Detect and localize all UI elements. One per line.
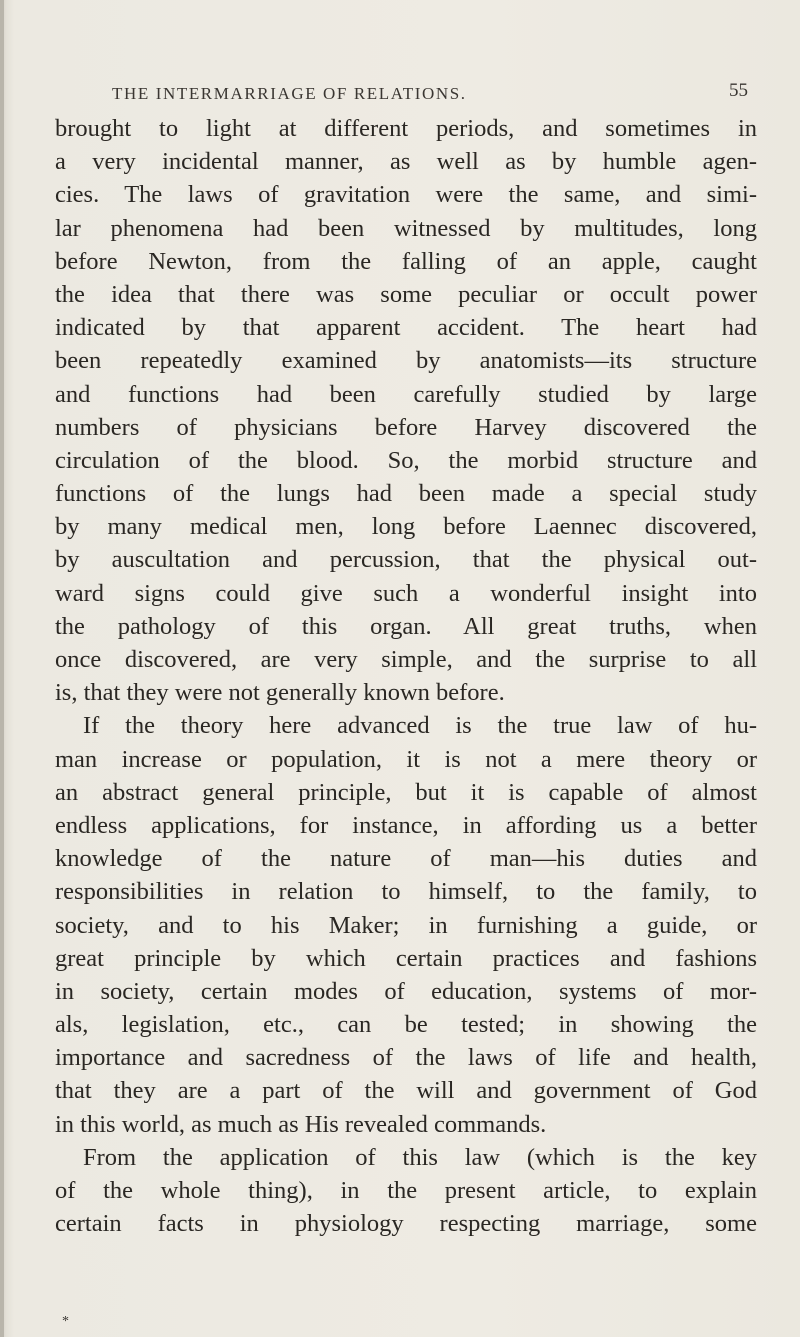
text-line: by many medical men, long before Laennec discovered, <box>55 513 757 541</box>
text-line: responsibilities in relation to himself, to the family, to <box>55 878 757 906</box>
text-line: man increase or population, it is not a mere theory or <box>55 745 757 773</box>
text-line: circulation of the blood. So, the morbid structure and <box>55 446 757 474</box>
text-line: a very incidental manner, as well as by humble agen- <box>55 148 757 176</box>
text-line-paragraph-start: From the application of this law (which is the key <box>83 1143 757 1171</box>
text-line: importance and sacredness of the laws of life and health, <box>55 1044 757 1072</box>
page-number: 55 <box>729 80 748 101</box>
text-line: knowledge of the nature of man—his duties and <box>55 845 757 873</box>
text-line: endless applications, for instance, in affording us a better <box>55 811 757 839</box>
text-line: an abstract general principle, but it is capable of almost <box>55 778 757 806</box>
text-line: brought to light at different periods, and sometimes in <box>55 115 757 142</box>
text-line: been repeatedly examined by anatomists—its structure <box>55 347 757 375</box>
text-line: and functions had been carefully studied by large <box>55 380 757 408</box>
text-line-paragraph-end: in this world, as much as His revealed commands. <box>55 1110 547 1138</box>
text-line: before Newton, from the falling of an apple, caught <box>55 247 757 275</box>
text-line: the idea that there was some peculiar or occult power <box>55 280 757 308</box>
text-line: of the whole thing), in the present article, to explain <box>55 1177 757 1204</box>
text-line: als, legislation, etc., can be tested; in showing the <box>55 1011 757 1039</box>
text-line: great principle by which certain practices and fashions <box>55 944 757 972</box>
text-line: by auscultation and percussion, that the physical out- <box>55 546 757 574</box>
text-line: society, and to his Maker; in furnishing a guide, or <box>55 911 757 939</box>
page-binding-edge <box>0 0 4 1337</box>
text-line-paragraph-start: If the theory here advanced is the true law of hu- <box>83 712 757 740</box>
text-line: lar phenomena had been witnessed by multitudes, long <box>55 214 757 242</box>
text-line: in society, certain modes of education, systems of mor- <box>55 977 757 1005</box>
text-line: cies. The laws of gravitation were the same, and simi- <box>55 181 757 209</box>
body-text <box>55 112 757 1240</box>
text-line: functions of the lungs had been made a special study <box>55 480 757 508</box>
text-line-paragraph-end: is, that they were not generally known before. <box>55 679 505 707</box>
text-line: numbers of physicians before Harvey discovered the <box>55 413 757 441</box>
running-title: THE INTERMARRIAGE OF RELATIONS. <box>112 84 467 103</box>
text-line: ward signs could give such a wonderful insight into <box>55 579 757 607</box>
text-line: certain facts in physiology respecting marriage, some <box>55 1210 757 1238</box>
text-line: that they are a part of the will and government of God <box>55 1077 757 1105</box>
text-line: the pathology of this organ. All great truths, when <box>55 612 757 640</box>
signature-mark: * <box>62 1314 69 1329</box>
text-line: once discovered, are very simple, and the surprise to all <box>55 646 757 673</box>
text-line: indicated by that apparent accident. The heart had <box>55 314 757 342</box>
